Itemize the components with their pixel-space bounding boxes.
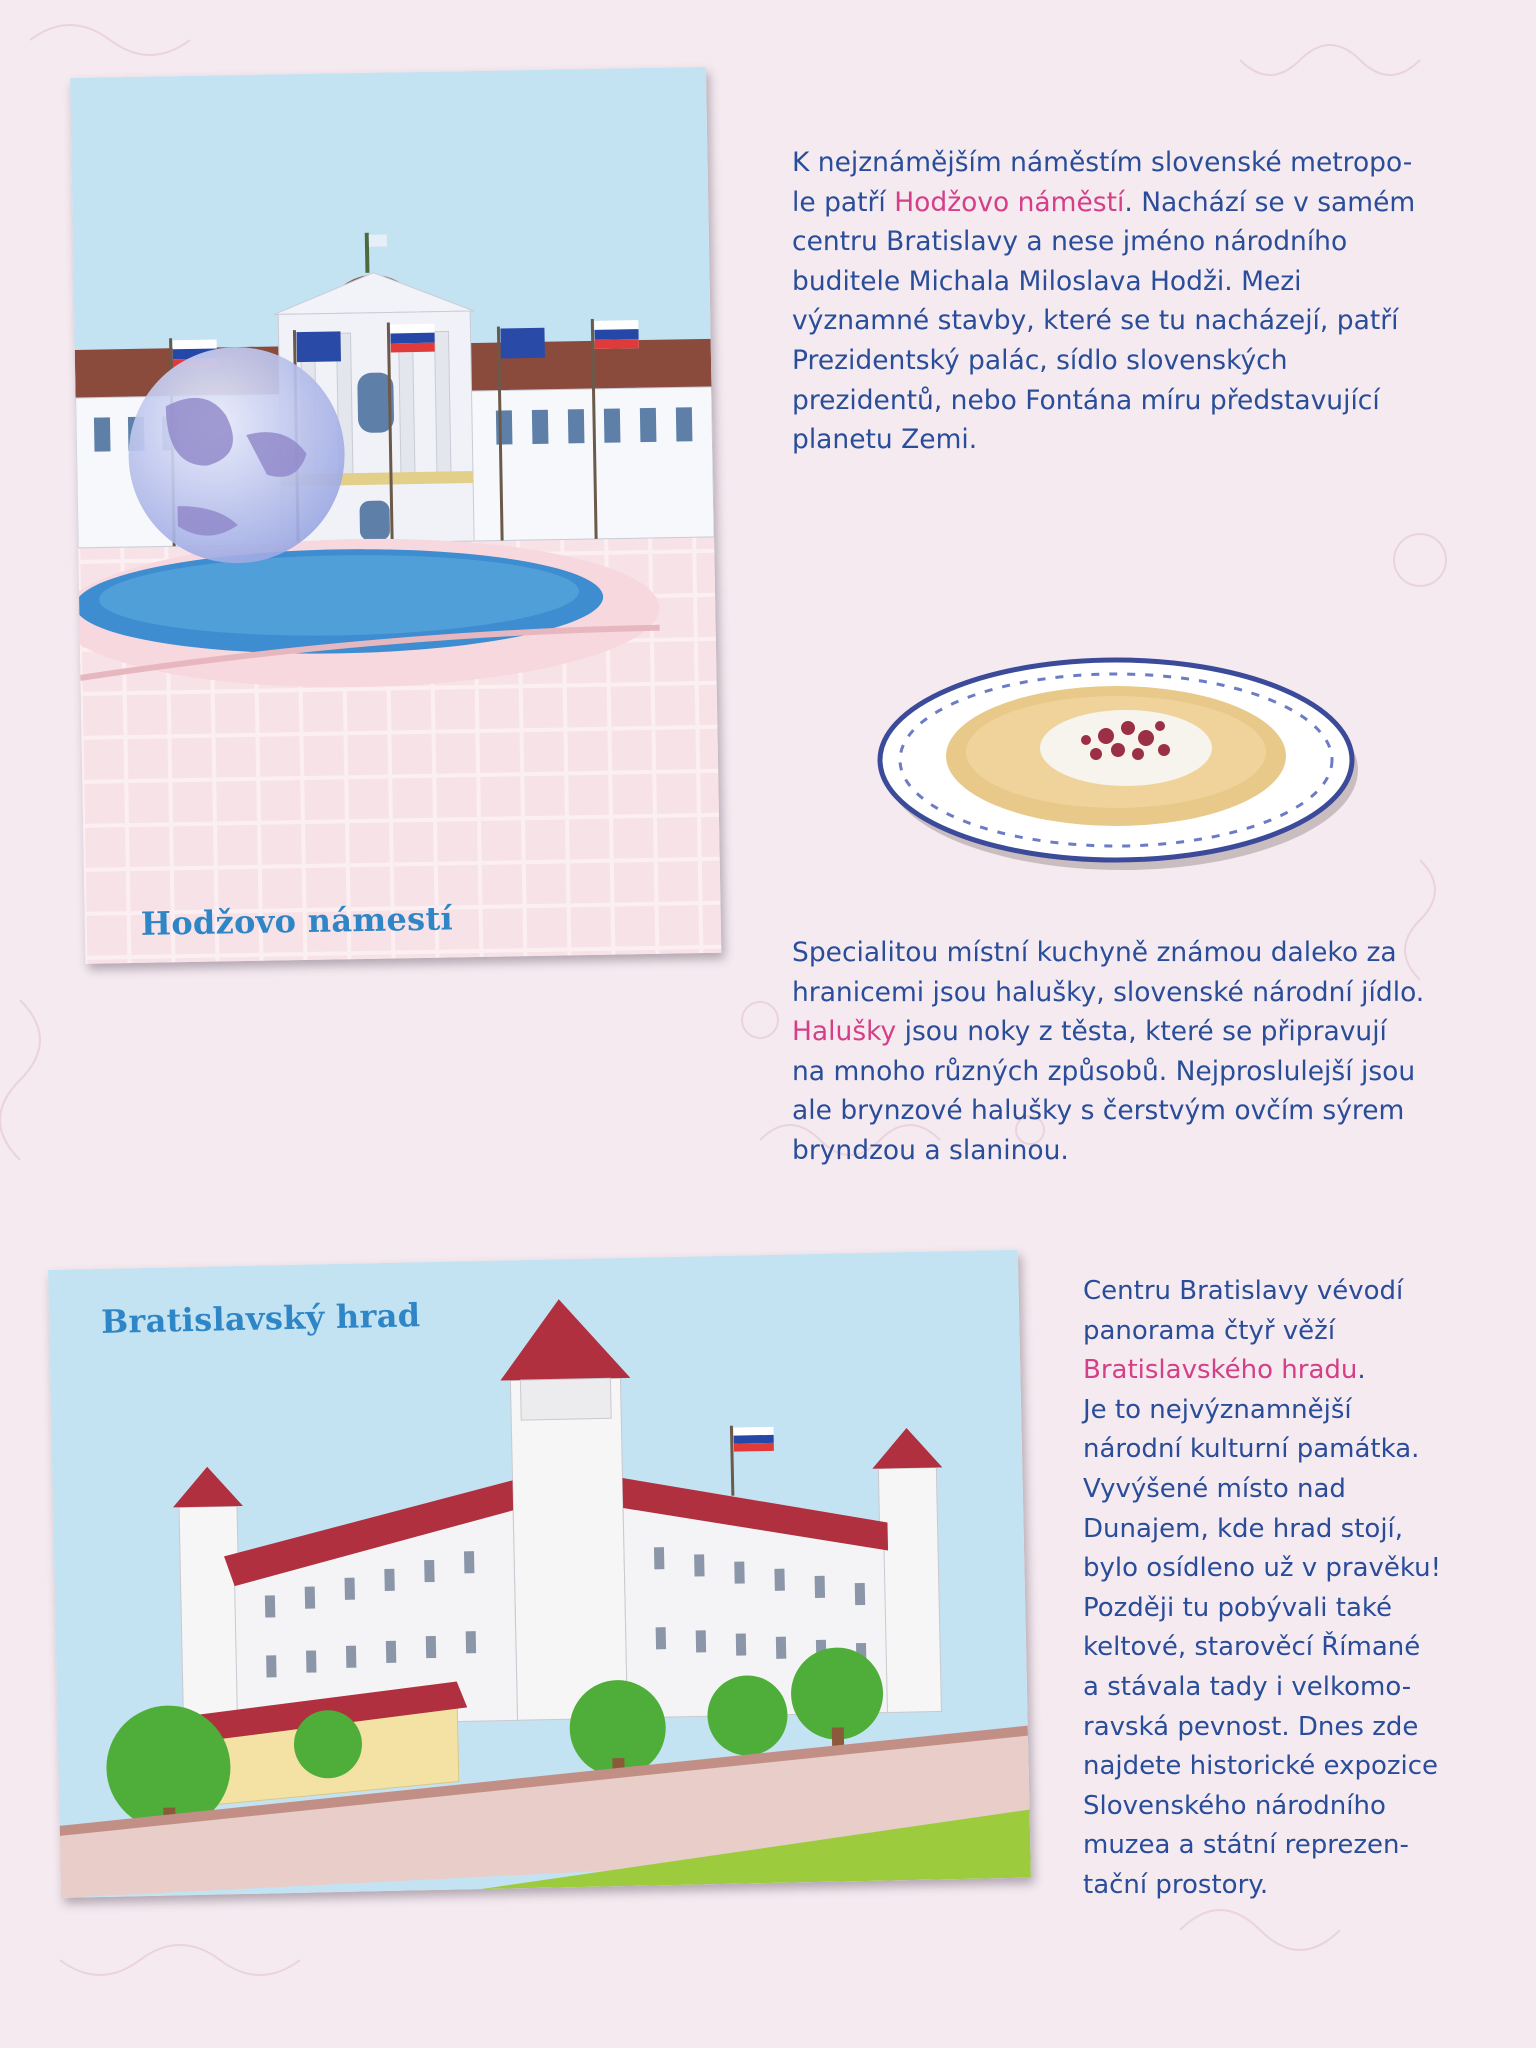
text-line: Vyvýšené místo nad <box>1083 1473 1346 1504</box>
text-line: Bratislavského hradu. <box>1083 1355 1366 1386</box>
text-line: národní kulturní památka. <box>1083 1434 1420 1465</box>
text-line: Specialitou místní kuchyně známou daleko za <box>792 937 1397 968</box>
text-line: planetu Zemi. <box>792 424 978 456</box>
text-line: Halušky jsou noky z těsta, které se připravují <box>792 1016 1387 1048</box>
text-line: a stávala tady i velkomo- <box>1083 1671 1412 1702</box>
hodzovo-square-illustration <box>70 67 721 964</box>
paragraph-halusky <box>792 933 1424 1171</box>
text-line: ravská pevnost. Dnes zde <box>1083 1711 1419 1742</box>
paragraph-hrad <box>1083 1272 1441 1906</box>
text-line: na mnoho různých způsobů. Nejproslulejší jsou <box>792 1055 1416 1087</box>
card-title-hodzovo: Hodžovo námestí <box>140 899 454 943</box>
text-line: Později tu pobývali také <box>1083 1592 1393 1623</box>
text-line: buditele Michala Miloslava Hodži. Mezi <box>792 265 1302 297</box>
text-line: le patří Hodžovo náměstí. Nachází se v samém <box>792 186 1416 218</box>
text-line: ale brynzové halušky s čerstvým ovčím sýrem <box>792 1095 1405 1127</box>
text-line: hranicemi jsou halušky, slovenské národní jídlo. <box>792 976 1425 1008</box>
text-line: Slovenského národního <box>1083 1790 1386 1821</box>
text-line: bryndzou a slaninou. <box>792 1134 1069 1166</box>
halusky-plate-illustration <box>876 640 1360 880</box>
text-line: panorama čtyř věží <box>1083 1315 1336 1346</box>
text-line: Prezidentský palác, sídlo slovenských <box>792 344 1288 376</box>
bratislava-castle-illustration <box>48 1250 1031 1898</box>
text-line: významné stavby, které se tu nacházejí, patří <box>792 305 1399 337</box>
text-line: bylo osídleno už v pravěku! <box>1083 1553 1442 1584</box>
text-line: Je to nejvýznamnější <box>1083 1394 1352 1425</box>
paragraph-hodzovo <box>792 143 1415 460</box>
text-line: Dunajem, kde hrad stojí, <box>1083 1513 1404 1544</box>
text-line: najdete historické expozice <box>1083 1751 1439 1782</box>
text-line: muzea a státní reprezen- <box>1083 1830 1409 1861</box>
text-line: K nejznámějším náměstím slovenské metropo- <box>792 147 1413 178</box>
text-line: tační prostory. <box>1083 1869 1269 1900</box>
text-line: Centru Bratislavy vévodí <box>1083 1276 1404 1306</box>
bratislava-castle-card <box>48 1250 1031 1898</box>
text-line: keltové, starověcí Římané <box>1083 1632 1421 1663</box>
hodzovo-square-card <box>70 67 721 964</box>
text-line: centru Bratislavy a nese jméno národního <box>792 226 1348 258</box>
text-line: prezidentů, nebo Fontána míru představující <box>792 384 1380 416</box>
card-title-hrad: Bratislavský hrad <box>100 1296 421 1341</box>
